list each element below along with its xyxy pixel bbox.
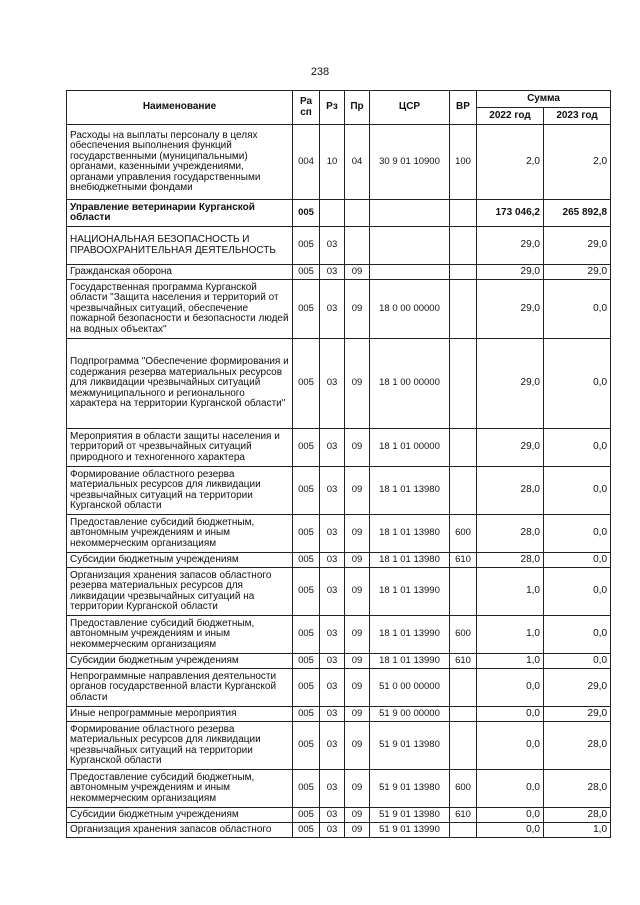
cell-name: Организация хранения запасов областного резерва материальных ресурсов для ликвидации чрезвычайных ситуаций на территории Курганской области bbox=[67, 568, 293, 616]
cell-vr bbox=[450, 429, 477, 467]
cell-2022: 1,0 bbox=[477, 568, 544, 616]
cell-2022: 29,0 bbox=[477, 339, 544, 429]
cell-pr bbox=[345, 200, 370, 227]
table-row bbox=[67, 227, 611, 265]
cell-vr: 100 bbox=[450, 125, 477, 200]
cell-csr: 51 9 01 13990 bbox=[370, 823, 450, 838]
cell-pr: 04 bbox=[345, 125, 370, 200]
cell-2023: 28,0 bbox=[544, 722, 611, 770]
cell-pr: 09 bbox=[345, 553, 370, 568]
cell-csr: 18 1 01 13980 bbox=[370, 467, 450, 515]
table-row bbox=[67, 568, 611, 616]
cell-rz bbox=[320, 200, 345, 227]
cell-vr: 610 bbox=[450, 808, 477, 823]
cell-csr: 30 9 01 10900 bbox=[370, 125, 450, 200]
cell-vr bbox=[450, 265, 477, 280]
cell-rz: 03 bbox=[320, 227, 345, 265]
cell-name: Иные непрограммные мероприятия bbox=[67, 707, 293, 722]
cell-vr bbox=[450, 722, 477, 770]
cell-pr: 09 bbox=[345, 770, 370, 808]
cell-pr: 09 bbox=[345, 654, 370, 669]
cell-rz: 03 bbox=[320, 770, 345, 808]
cell-2022: 0,0 bbox=[477, 808, 544, 823]
table-row bbox=[67, 467, 611, 515]
cell-name: Предоставление субсидий бюджетным, автономным учреждениям и иным некоммерческим организациям bbox=[67, 770, 293, 808]
cell-csr: 18 1 00 00000 bbox=[370, 339, 450, 429]
page-number: 238 bbox=[310, 66, 330, 78]
cell-ra: 005 bbox=[293, 808, 320, 823]
cell-2023: 28,0 bbox=[544, 770, 611, 808]
header-rz: Рз bbox=[320, 91, 345, 125]
cell-csr: 51 9 01 13980 bbox=[370, 770, 450, 808]
header-name: Наименование bbox=[67, 91, 293, 125]
cell-ra: 005 bbox=[293, 265, 320, 280]
cell-name: НАЦИОНАЛЬНАЯ БЕЗОПАСНОСТЬ И ПРАВООХРАНИТЕЛЬНАЯ ДЕЯТЕЛЬНОСТЬ bbox=[67, 227, 293, 265]
cell-vr bbox=[450, 823, 477, 838]
cell-rz: 03 bbox=[320, 553, 345, 568]
cell-2023: 0,0 bbox=[544, 616, 611, 654]
cell-rz: 03 bbox=[320, 722, 345, 770]
cell-pr: 09 bbox=[345, 280, 370, 339]
cell-rz: 03 bbox=[320, 707, 345, 722]
table-row bbox=[67, 707, 611, 722]
header-year-2022: 2022 год bbox=[477, 108, 544, 125]
cell-2023: 28,0 bbox=[544, 808, 611, 823]
cell-2022: 28,0 bbox=[477, 515, 544, 553]
cell-2023: 0,0 bbox=[544, 654, 611, 669]
cell-2022: 173 046,2 bbox=[477, 200, 544, 227]
cell-ra: 005 bbox=[293, 467, 320, 515]
cell-name: Формирование областного резерва материальных ресурсов для ликвидации чрезвычайных ситуаций на территории Курганской области bbox=[67, 722, 293, 770]
table-row bbox=[67, 722, 611, 770]
cell-vr: 600 bbox=[450, 515, 477, 553]
cell-name: Гражданская оборона bbox=[67, 265, 293, 280]
cell-pr: 09 bbox=[345, 265, 370, 280]
cell-name: Мероприятия в области защиты населения и территорий от чрезвычайных ситуаций природного и техногенного характера bbox=[67, 429, 293, 467]
cell-csr: 51 9 00 00000 bbox=[370, 707, 450, 722]
cell-rz: 03 bbox=[320, 339, 345, 429]
table-row bbox=[67, 616, 611, 654]
cell-ra: 005 bbox=[293, 339, 320, 429]
header-pr: Пр bbox=[345, 91, 370, 125]
cell-2023: 0,0 bbox=[544, 339, 611, 429]
cell-2023: 29,0 bbox=[544, 669, 611, 707]
cell-vr bbox=[450, 707, 477, 722]
cell-2022: 0,0 bbox=[477, 823, 544, 838]
cell-csr bbox=[370, 265, 450, 280]
cell-pr bbox=[345, 227, 370, 265]
cell-pr: 09 bbox=[345, 467, 370, 515]
cell-ra: 005 bbox=[293, 823, 320, 838]
cell-rz: 03 bbox=[320, 515, 345, 553]
table-row bbox=[67, 515, 611, 553]
cell-rz: 10 bbox=[320, 125, 345, 200]
cell-vr bbox=[450, 200, 477, 227]
cell-rz: 03 bbox=[320, 265, 345, 280]
cell-2022: 29,0 bbox=[477, 227, 544, 265]
cell-name: Управление ветеринарии Курганской области bbox=[67, 200, 293, 227]
cell-csr: 18 1 01 13990 bbox=[370, 654, 450, 669]
cell-2022: 28,0 bbox=[477, 553, 544, 568]
cell-2022: 1,0 bbox=[477, 654, 544, 669]
table-row bbox=[67, 808, 611, 823]
cell-2023: 0,0 bbox=[544, 568, 611, 616]
cell-2022: 1,0 bbox=[477, 616, 544, 654]
cell-name: Подпрограмма "Обеспечение формирования и содержания резерва материальных ресурсов для ликвидации чрезвычайных ситуаций межмуниципального и регионального характера на территории Курганской области" bbox=[67, 339, 293, 429]
cell-ra: 005 bbox=[293, 429, 320, 467]
cell-2022: 0,0 bbox=[477, 722, 544, 770]
cell-rz: 03 bbox=[320, 568, 345, 616]
cell-name: Субсидии бюджетным учреждениям bbox=[67, 553, 293, 568]
budget-table bbox=[66, 90, 611, 838]
cell-ra: 005 bbox=[293, 722, 320, 770]
cell-vr bbox=[450, 227, 477, 265]
cell-rz: 03 bbox=[320, 654, 345, 669]
cell-vr bbox=[450, 339, 477, 429]
cell-2023: 0,0 bbox=[544, 553, 611, 568]
table-row bbox=[67, 823, 611, 838]
cell-2023: 29,0 bbox=[544, 707, 611, 722]
cell-name: Предоставление субсидий бюджетным, автономным учреждениям и иным некоммерческим организациям bbox=[67, 616, 293, 654]
cell-2022: 0,0 bbox=[477, 669, 544, 707]
table-row bbox=[67, 669, 611, 707]
cell-csr bbox=[370, 227, 450, 265]
table-row bbox=[67, 125, 611, 200]
cell-csr: 18 1 01 13980 bbox=[370, 553, 450, 568]
cell-pr: 09 bbox=[345, 616, 370, 654]
cell-2022: 0,0 bbox=[477, 707, 544, 722]
cell-name: Государственная программа Курганской области "Защита населения и территорий от чрезвычайных ситуаций, обеспечение пожарной безопасности и безопасности людей на водных объектах" bbox=[67, 280, 293, 339]
cell-pr: 09 bbox=[345, 568, 370, 616]
table-row bbox=[67, 770, 611, 808]
cell-ra: 005 bbox=[293, 770, 320, 808]
cell-ra: 004 bbox=[293, 125, 320, 200]
cell-csr: 18 1 01 13980 bbox=[370, 515, 450, 553]
cell-ra: 005 bbox=[293, 669, 320, 707]
table-row bbox=[67, 429, 611, 467]
cell-2023: 2,0 bbox=[544, 125, 611, 200]
cell-2023: 29,0 bbox=[544, 265, 611, 280]
header-ra: Ра сп bbox=[293, 91, 320, 125]
cell-rz: 03 bbox=[320, 429, 345, 467]
cell-rz: 03 bbox=[320, 467, 345, 515]
cell-2023: 0,0 bbox=[544, 515, 611, 553]
cell-csr: 18 1 01 13990 bbox=[370, 616, 450, 654]
cell-vr bbox=[450, 467, 477, 515]
cell-rz: 03 bbox=[320, 616, 345, 654]
cell-2023: 1,0 bbox=[544, 823, 611, 838]
cell-rz: 03 bbox=[320, 823, 345, 838]
header-vr: ВР bbox=[450, 91, 477, 125]
cell-2022: 29,0 bbox=[477, 280, 544, 339]
cell-2023: 29,0 bbox=[544, 227, 611, 265]
table-row bbox=[67, 280, 611, 339]
header-csr: ЦСР bbox=[370, 91, 450, 125]
cell-csr: 51 9 01 13980 bbox=[370, 722, 450, 770]
cell-pr: 09 bbox=[345, 722, 370, 770]
table-body bbox=[67, 125, 611, 838]
cell-pr: 09 bbox=[345, 429, 370, 467]
cell-csr: 51 9 01 13980 bbox=[370, 808, 450, 823]
cell-ra: 005 bbox=[293, 568, 320, 616]
cell-2022: 29,0 bbox=[477, 429, 544, 467]
cell-2022: 29,0 bbox=[477, 265, 544, 280]
cell-pr: 09 bbox=[345, 669, 370, 707]
header-year-2023: 2023 год bbox=[544, 108, 611, 125]
cell-name: Непрограммные направления деятельности органов государственной власти Курганской области bbox=[67, 669, 293, 707]
cell-pr: 09 bbox=[345, 707, 370, 722]
cell-ra: 005 bbox=[293, 616, 320, 654]
cell-ra: 005 bbox=[293, 280, 320, 339]
cell-vr: 610 bbox=[450, 654, 477, 669]
cell-2022: 2,0 bbox=[477, 125, 544, 200]
cell-vr bbox=[450, 280, 477, 339]
table-row bbox=[67, 200, 611, 227]
cell-ra: 005 bbox=[293, 227, 320, 265]
table-row bbox=[67, 339, 611, 429]
cell-name: Субсидии бюджетным учреждениям bbox=[67, 654, 293, 669]
cell-name: Формирование областного резерва материальных ресурсов для ликвидации чрезвычайных ситуаций на территории Курганской области bbox=[67, 467, 293, 515]
cell-rz: 03 bbox=[320, 669, 345, 707]
cell-ra: 005 bbox=[293, 515, 320, 553]
cell-rz: 03 bbox=[320, 808, 345, 823]
table-row bbox=[67, 553, 611, 568]
cell-ra: 005 bbox=[293, 200, 320, 227]
cell-2023: 0,0 bbox=[544, 467, 611, 515]
cell-name: Расходы на выплаты персоналу в целях обеспечения выполнения функций государственными (муниципальными) органами, казенными учреждениями, органами управления государственными внебюджетными фондами bbox=[67, 125, 293, 200]
cell-name: Организация хранения запасов областного bbox=[67, 823, 293, 838]
cell-vr: 610 bbox=[450, 553, 477, 568]
cell-csr: 18 1 01 00000 bbox=[370, 429, 450, 467]
cell-vr: 600 bbox=[450, 616, 477, 654]
cell-2023: 0,0 bbox=[544, 280, 611, 339]
cell-csr: 18 1 01 13990 bbox=[370, 568, 450, 616]
cell-pr: 09 bbox=[345, 339, 370, 429]
cell-2022: 28,0 bbox=[477, 467, 544, 515]
cell-ra: 005 bbox=[293, 654, 320, 669]
cell-ra: 005 bbox=[293, 707, 320, 722]
cell-2022: 0,0 bbox=[477, 770, 544, 808]
cell-2023: 265 892,8 bbox=[544, 200, 611, 227]
cell-csr: 51 0 00 00000 bbox=[370, 669, 450, 707]
table-row bbox=[67, 265, 611, 280]
cell-name: Предоставление субсидий бюджетным, автономным учреждениям и иным некоммерческим организациям bbox=[67, 515, 293, 553]
table-row bbox=[67, 654, 611, 669]
cell-csr: 18 0 00 00000 bbox=[370, 280, 450, 339]
cell-pr: 09 bbox=[345, 823, 370, 838]
cell-name: Субсидии бюджетным учреждениям bbox=[67, 808, 293, 823]
cell-ra: 005 bbox=[293, 553, 320, 568]
cell-2023: 0,0 bbox=[544, 429, 611, 467]
cell-vr: 600 bbox=[450, 770, 477, 808]
cell-pr: 09 bbox=[345, 515, 370, 553]
cell-vr bbox=[450, 669, 477, 707]
cell-rz: 03 bbox=[320, 280, 345, 339]
cell-pr: 09 bbox=[345, 808, 370, 823]
cell-csr bbox=[370, 200, 450, 227]
cell-vr bbox=[450, 568, 477, 616]
header-sum: Сумма bbox=[477, 91, 611, 108]
